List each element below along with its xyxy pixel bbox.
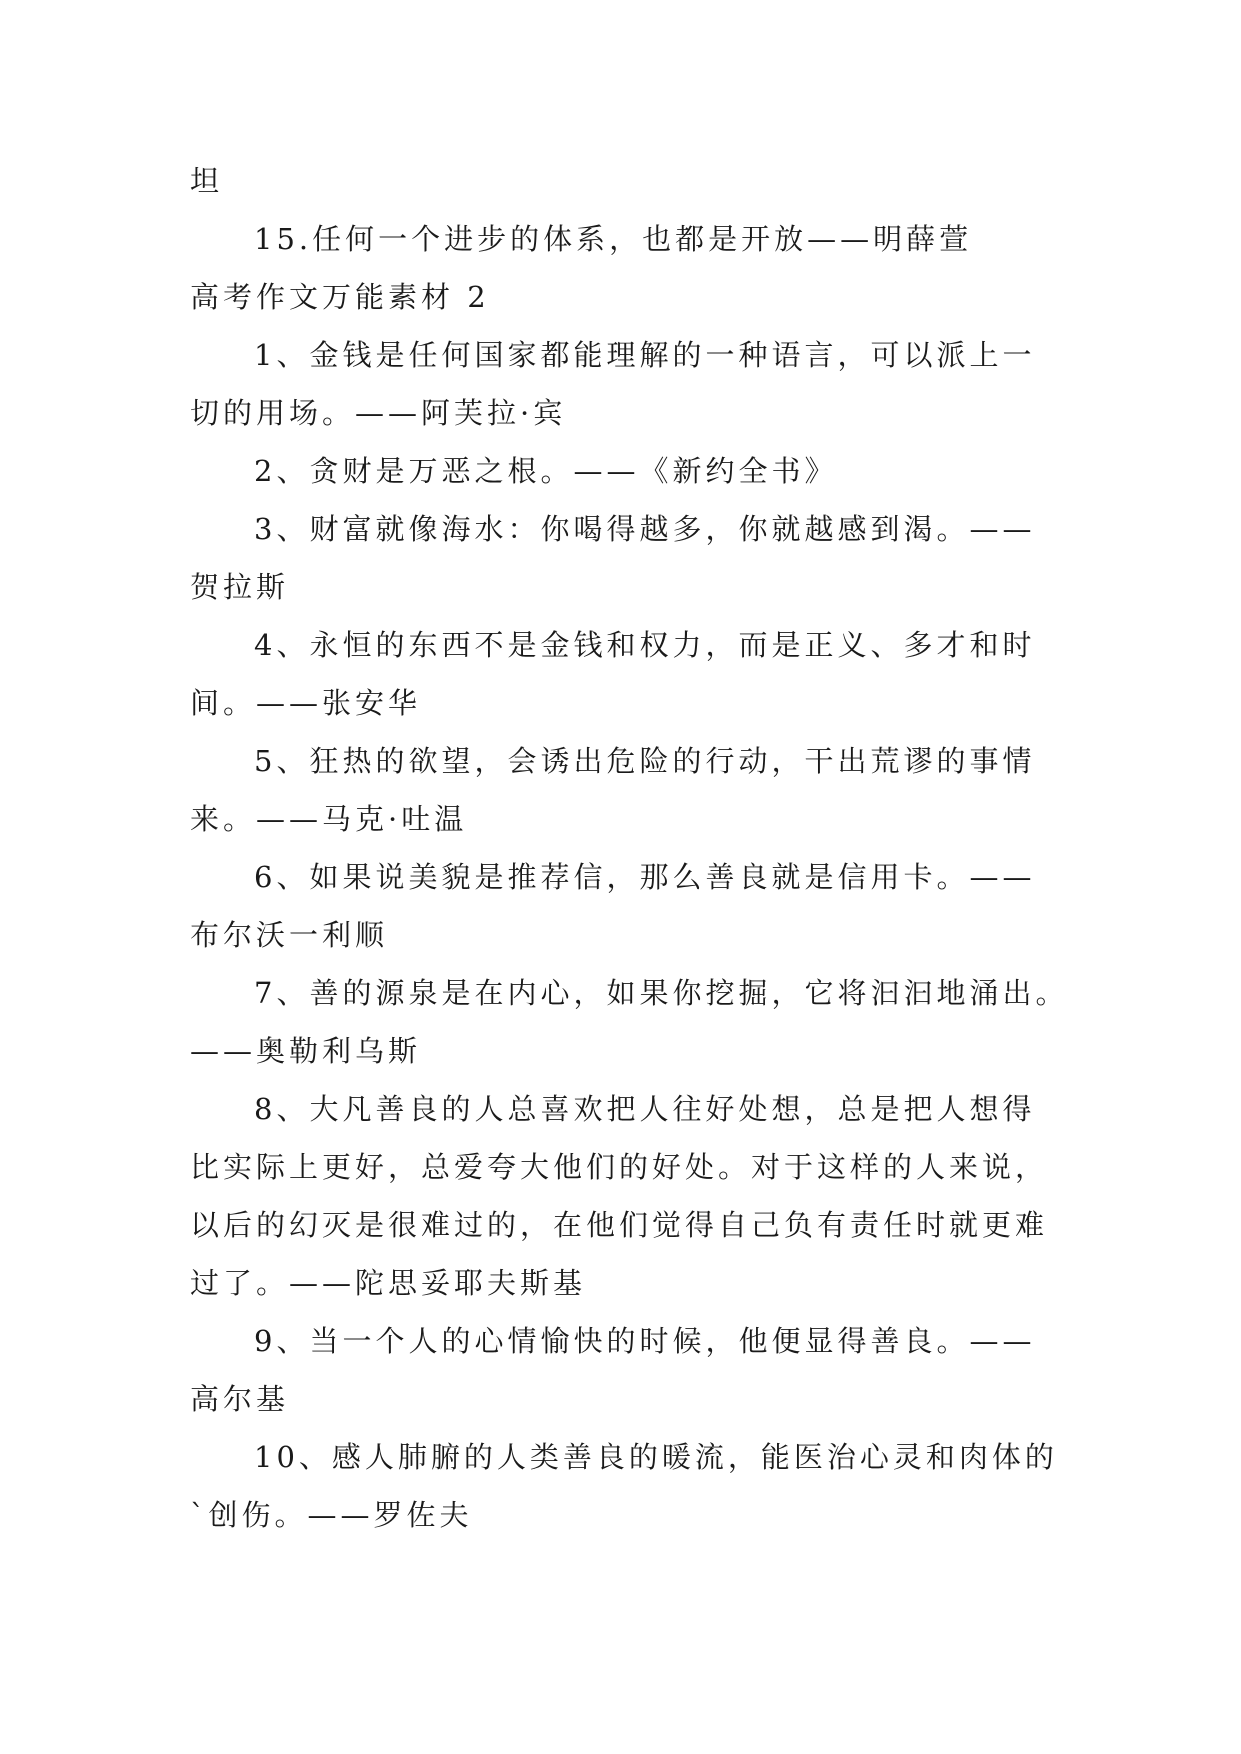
text-line: 以后的幻灭是很难过的，在他们觉得自己负有责任时就更难 <box>190 1208 1049 1242</box>
quote-line: 6、如果说美貌是推荐信，那么善良就是信用卡。—— <box>254 860 1036 894</box>
quote-line: 3、财富就像海水：你喝得越多，你就越感到渴。—— <box>254 512 1036 546</box>
text-line: ——奥勒利乌斯 <box>190 1034 422 1068</box>
text-line: 坦 <box>190 164 224 198</box>
text-line: 布尔沃一利顺 <box>190 918 389 952</box>
quote-line: 4、永恒的东西不是金钱和权力，而是正义、多才和时 <box>254 628 1036 662</box>
text-line: 过了。——陀思妥耶夫斯基 <box>190 1266 587 1300</box>
quote-line: 2、贪财是万恶之根。——《新约全书》 <box>254 454 838 488</box>
quote-line: 10、感人肺腑的人类善良的暖流，能医治心灵和肉体的 <box>254 1440 1058 1474</box>
quote-line: 7、善的源泉是在内心，如果你挖掘，它将汩汩地涌出。 <box>254 976 1069 1010</box>
section-heading: 高考作文万能素材 2 <box>190 280 490 314</box>
document-body <box>190 152 1069 1544</box>
quote-line: 5、狂热的欲望，会诱出危险的行动，干出荒谬的事情 <box>254 744 1036 778</box>
text-line: 高尔基 <box>190 1382 290 1416</box>
quote-line: 15.任何一个进步的体系，也都是开放——明薛萱 <box>254 222 973 256</box>
text-line: 切的用场。——阿芙拉·宾 <box>190 396 567 430</box>
text-line: 间。——张安华 <box>190 686 422 720</box>
text-line: 比实际上更好，总爱夸大他们的好处。对于这样的人来说， <box>190 1150 1049 1184</box>
text-line: 贺拉斯 <box>190 570 290 604</box>
quote-line: 9、当一个人的心情愉快的时候，他便显得善良。—— <box>254 1324 1036 1358</box>
text-line: `创伤。——罗佐夫 <box>190 1498 473 1532</box>
quote-line: 1、金钱是任何国家都能理解的一种语言，可以派上一 <box>254 338 1036 372</box>
text-line: 来。——马克·吐温 <box>190 802 468 836</box>
quote-line: 8、大凡善良的人总喜欢把人往好处想，总是把人想得 <box>254 1092 1036 1126</box>
